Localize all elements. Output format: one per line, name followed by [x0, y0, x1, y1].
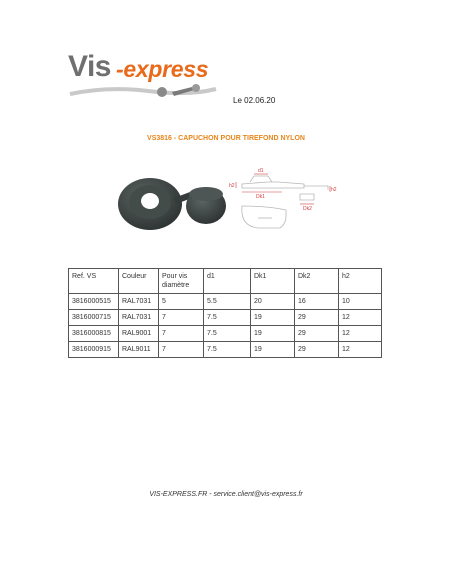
diagram-label-h2-right: h2 [331, 187, 337, 193]
product-cap-image [112, 168, 230, 236]
cell-dk2: 29 [295, 326, 339, 342]
logo-swoosh-icon [68, 80, 218, 102]
cell-dk1: 19 [251, 310, 295, 326]
product-title: VS3816 - CAPUCHON POUR TIREFOND NYLON [147, 135, 305, 142]
header-diametre: Pour vis diamètre [159, 269, 204, 294]
cell-h2: 12 [339, 342, 382, 358]
cell-couleur: RAL9011 [119, 342, 159, 358]
cell-d1: 7.5 [204, 326, 251, 342]
cell-dk2: 29 [295, 310, 339, 326]
cell-h2: 12 [339, 310, 382, 326]
technical-diagram [228, 166, 338, 238]
cell-dk1: 19 [251, 342, 295, 358]
logo-vis-text: Vis [68, 50, 111, 83]
header-dk1: Dk1 [251, 269, 295, 294]
cell-couleur: RAL7031 [119, 294, 159, 310]
cell-dk2: 29 [295, 342, 339, 358]
cell-ref: 3816000915 [69, 342, 119, 358]
header-d1: d1 [204, 269, 251, 294]
cell-diametre: 7 [159, 310, 204, 326]
document-date: Le 02.06.20 [233, 96, 276, 105]
cell-dk2: 16 [295, 294, 339, 310]
table-header-row [69, 269, 382, 294]
table-row [69, 294, 382, 310]
table-row [69, 342, 382, 358]
diagram-label-h2-left: h2 [229, 183, 235, 189]
cell-d1: 5.5 [204, 294, 251, 310]
cell-ref: 3816000815 [69, 326, 119, 342]
diagram-label-dk2: Dk2 [303, 206, 312, 212]
company-logo [68, 50, 218, 102]
header-ref: Ref. VS [69, 269, 119, 294]
header-dk2: Dk2 [295, 269, 339, 294]
header-h2: h2 [339, 269, 382, 294]
cell-d1: 7.5 [204, 342, 251, 358]
table-row [69, 326, 382, 342]
cell-d1: 7.5 [204, 310, 251, 326]
diagram-label-d1: d1 [258, 168, 264, 174]
cell-dk1: 19 [251, 326, 295, 342]
header-couleur: Couleur [119, 269, 159, 294]
cell-h2: 12 [339, 326, 382, 342]
specifications-table [68, 268, 382, 358]
cell-couleur: RAL7031 [119, 310, 159, 326]
cell-dk1: 20 [251, 294, 295, 310]
cell-h2: 10 [339, 294, 382, 310]
cell-diametre: 7 [159, 342, 204, 358]
logo-express-text: -express [116, 56, 209, 82]
diagram-label-dk1: Dk1 [256, 194, 265, 200]
cell-ref: 3816000715 [69, 310, 119, 326]
footer-contact: VIS-EXPRESS.FR - service.client@vis-express.fr [149, 491, 303, 498]
cell-couleur: RAL9001 [119, 326, 159, 342]
cell-diametre: 5 [159, 294, 204, 310]
table-row [69, 310, 382, 326]
cell-diametre: 7 [159, 326, 204, 342]
cell-ref: 3816000515 [69, 294, 119, 310]
